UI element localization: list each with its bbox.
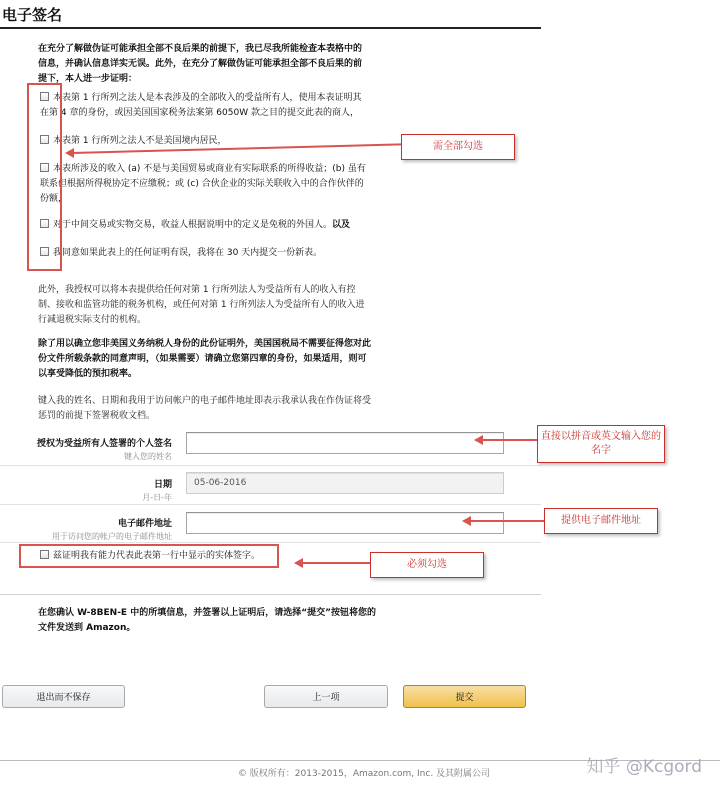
signature-input[interactable] (186, 432, 504, 454)
arrow-line (470, 520, 544, 522)
callout-check-all: 需全部勾选 (401, 134, 515, 160)
date-label: 日期 (153, 480, 172, 490)
exit-without-saving-button[interactable]: 退出而不保存 (2, 685, 125, 708)
exemption-notice: 除了用以确立您非美国义务纳税人身份的此份证明外，美国国税局不需要征得您对此份文件所载条款的同意声明，（如果需要）请确立您第四章的身份，如果适用，则可以享受降低的预扣税率。 (38, 339, 372, 379)
callout-must-check: 必须勾选 (370, 552, 484, 578)
divider (0, 465, 541, 466)
checkbox-highlight-box (27, 83, 62, 271)
capacity-checkbox[interactable] (40, 550, 49, 559)
signature-label: 授权为受益所有人签署的个人签名 (36, 439, 172, 449)
certification-text: 本表所涉及的收入 (a) 不是与美国贸易或商业有实际联系的所得收益；(b) 虽有联系但根据所得税协定不应缴税；或 (c) 合伙企业的实际关联收入中的合作伙伴的份额， (40, 164, 366, 204)
signature-label-group (12, 436, 172, 462)
arrow-line (482, 439, 538, 441)
email-label: 电子邮件地址 (117, 519, 172, 529)
signature-hint: 键入您的姓名 (124, 452, 172, 461)
date-input[interactable]: 05-06-2016 (186, 472, 504, 494)
certification-text: 本表第 1 行所列之法人是本表涉及的全部收入的受益所有人，使用本表证明其在第 4 章的身份，或因美国国家税务法案第 6050W 款之目的提交此表的商人， (40, 93, 362, 118)
arrow-head-icon (462, 516, 471, 526)
email-hint: 用于访问您的帐户的电子邮件地址 (52, 532, 172, 541)
certification-item (40, 218, 370, 233)
watermark: 知乎 @Kcgord (586, 757, 702, 777)
date-label-group (12, 477, 172, 503)
certification-text: 本表第 1 行所列之法人不是美国境内居民， (53, 136, 227, 146)
divider (0, 542, 541, 543)
email-label-group (12, 516, 172, 542)
callout-email: 提供电子邮件地址 (544, 508, 658, 534)
email-input[interactable] (186, 512, 504, 534)
certification-suffix: 以及 (332, 220, 351, 230)
previous-button[interactable]: 上一项 (264, 685, 388, 708)
certification-text: 我同意如果此表上的任何证明有误，我将在 30 天内提交一份新表。 (53, 248, 323, 258)
callout-signature: 直接以拼音或英文输入您的名字 (537, 425, 665, 463)
arrow-head-icon (474, 435, 483, 445)
certification-item (40, 91, 370, 121)
authorization-text: 此外，我授权可以将本表提供给任何对第 1 行所列法人为受益所有人的收入有控制、接收和监管功能的税务机构，或任何对第 1 行所列法人为受益所有人的收入进行减退税实际支付的机构。 (38, 285, 365, 325)
consent-notice: 键入我的姓名、日期和我用于访问帐户的电子邮件地址即表示我承认我在作伪证将受惩罚的前提下签署税收文档。 (38, 396, 372, 421)
submit-button[interactable]: 提交 (403, 685, 526, 708)
final-notice: 在您确认 W-8BEN-E 中的所填信息，并签署以上证明后，请选择“提交”按钮将您的文件发送到 Amazon。 (38, 608, 377, 633)
title-divider (0, 27, 541, 29)
certification-item (40, 162, 370, 207)
arrow-head-icon (294, 558, 303, 568)
capacity-item (40, 549, 280, 564)
divider (0, 594, 541, 595)
intro-text: 在充分了解做伪证可能承担全部不良后果的前提下，我已尽我所能检查本表格中的信息，并确认信息详实无误。此外，在充分了解做伪证可能承担全部不良后果的前提下，本人进一步证明： (38, 44, 363, 84)
date-hint: 月-日-年 (142, 493, 172, 502)
arrow-line (302, 562, 370, 564)
arrow-head-icon (65, 148, 74, 158)
certification-text: 对于中间交易或实物交易，收益人根据说明中的定义是免税的外国人。 (53, 220, 333, 230)
footer-copyright: © 版权所有：2013-2015，Amazon.com, Inc. 及其附属公司 (237, 769, 491, 779)
capacity-text: 兹证明我有能力代表此表第一行中显示的实体签字。 (53, 551, 261, 561)
certification-item (40, 246, 370, 261)
page-title: 电子签名 (2, 6, 63, 24)
divider (0, 504, 541, 505)
